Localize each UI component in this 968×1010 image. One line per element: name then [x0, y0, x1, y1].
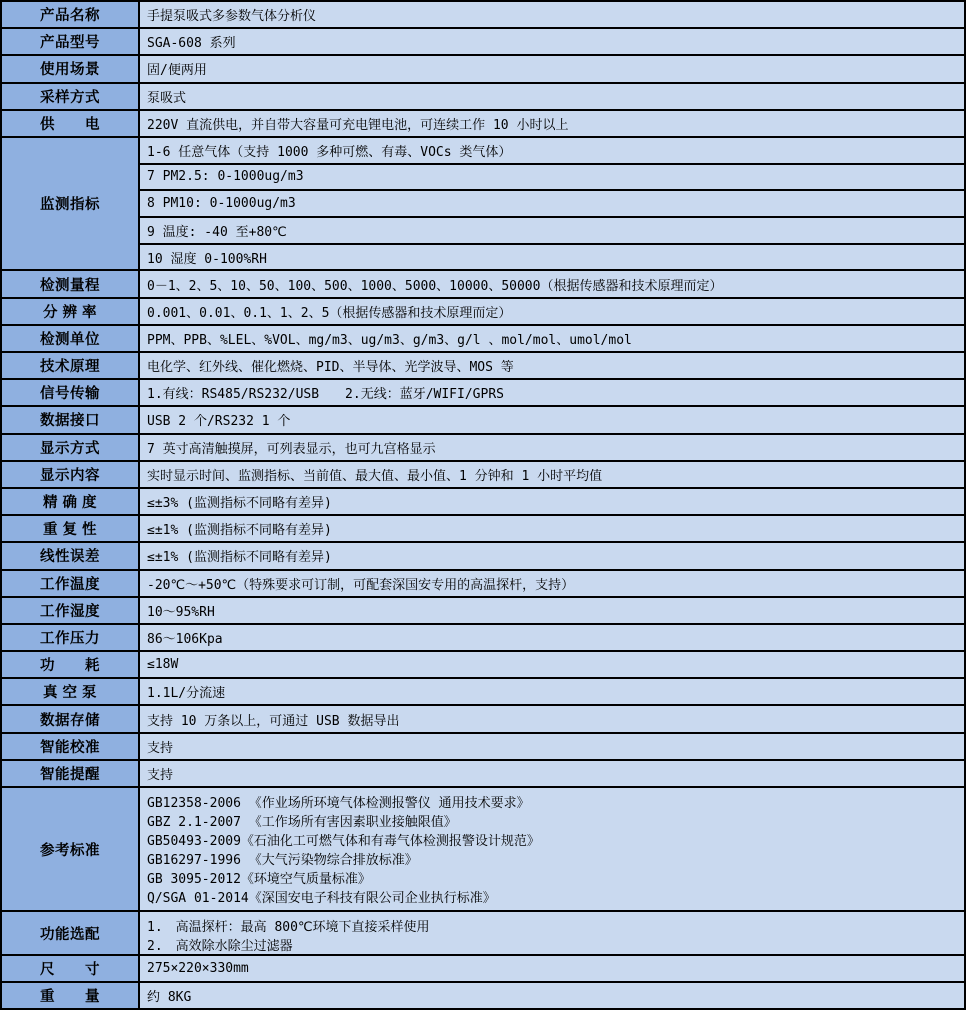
- spec-value-repeatability: ≤±1% (监测指标不同略有差异): [140, 516, 964, 541]
- spec-value-smart-reminder: 支持: [140, 761, 964, 786]
- spec-label-signal-transmission: 信号传输: [2, 380, 140, 405]
- reference-standard-item: GB12358-2006 《作业场所环境气体检测报警仪 通用技术要求》: [147, 796, 530, 811]
- spec-row-reference-standards: [2, 788, 964, 912]
- spec-value-data-storage: 支持 10 万条以上，可通过 USB 数据导出: [140, 706, 964, 731]
- spec-row-data-interface: [2, 407, 964, 434]
- spec-row-monitoring-indicators: [2, 138, 964, 272]
- spec-row-display-content: [2, 462, 964, 489]
- spec-label-smart-reminder: 智能提醒: [2, 761, 140, 786]
- spec-label-smart-calibration: 智能校准: [2, 734, 140, 759]
- spec-label-detection-range: 检测量程: [2, 271, 140, 296]
- spec-label-data-storage: 数据存储: [2, 706, 140, 731]
- spec-label-reference-standards: 参考标准: [2, 788, 140, 910]
- spec-value-signal-transmission: 1.有线：RS485/RS232/USB 2.无线：蓝牙/WIFI/GPRS: [140, 380, 964, 405]
- spec-row-technical-principle: [2, 353, 964, 380]
- reference-standard-item: GB50493-2009《石油化工可燃气体和有毒气体检测报警设计规范》: [147, 834, 540, 849]
- spec-row-smart-calibration: [2, 734, 964, 761]
- spec-value-dimensions: 275×220×330mm: [140, 956, 964, 981]
- spec-row-power-consumption: [2, 652, 964, 679]
- monitoring-indicators-list: [140, 138, 964, 270]
- spec-label-product-model: 产品型号: [2, 29, 140, 54]
- spec-value-power-supply: 220V 直流供电，并自带大容量可充电锂电池，可连续工作 10 小时以上: [140, 111, 964, 136]
- spec-value-vacuum-pump: 1.1L/分流速: [140, 679, 964, 704]
- spec-row-usage-scenario: [2, 56, 964, 83]
- spec-value-accuracy: ≤±3% (监测指标不同略有差异): [140, 489, 964, 514]
- optional-feature-item: 2. 高效除水除尘过滤器: [147, 939, 293, 954]
- spec-label-dimensions: 尺 寸: [2, 956, 140, 981]
- reference-standards-list: [140, 788, 964, 910]
- spec-label-working-humidity: 工作湿度: [2, 598, 140, 623]
- spec-label-linearity-error: 线性误差: [2, 543, 140, 568]
- spec-label-monitoring-indicators: 监测指标: [2, 138, 140, 270]
- spec-row-accuracy: [2, 489, 964, 516]
- spec-value-smart-calibration: 支持: [140, 734, 964, 759]
- spec-label-power-supply: 供 电: [2, 111, 140, 136]
- spec-row-resolution: [2, 299, 964, 326]
- spec-row-detection-range: [2, 271, 964, 298]
- reference-standard-item: GBZ 2.1-2007 《工作场所有害因素职业接触限值》: [147, 815, 457, 830]
- spec-value-weight: 约 8KG: [140, 983, 964, 1008]
- monitoring-indicator-item: 8 PM10: 0-1000ug/m3: [140, 191, 964, 218]
- spec-label-resolution: 分 辨 率: [2, 299, 140, 324]
- spec-value-linearity-error: ≤±1% (监测指标不同略有差异): [140, 543, 964, 568]
- spec-row-repeatability: [2, 516, 964, 543]
- optional-features-list: [140, 912, 964, 954]
- spec-label-accuracy: 精 确 度: [2, 489, 140, 514]
- spec-row-working-temperature: [2, 571, 964, 598]
- spec-row-weight: [2, 983, 964, 1008]
- spec-label-display-mode: 显示方式: [2, 435, 140, 460]
- spec-row-sampling-method: [2, 84, 964, 111]
- spec-value-product-name: 手提泵吸式多参数气体分析仪: [140, 2, 964, 27]
- spec-value-resolution: 0.001、0.01、0.1、1、2、5（根据传感器和技术原理而定）: [140, 299, 964, 324]
- monitoring-indicator-item: 9 温度: -40 至+80℃: [140, 218, 964, 245]
- reference-standard-item: GB 3095-2012《环境空气质量标准》: [147, 872, 371, 887]
- spec-label-weight: 重 量: [2, 983, 140, 1008]
- spec-row-display-mode: [2, 435, 964, 462]
- spec-label-usage-scenario: 使用场景: [2, 56, 140, 81]
- spec-row-signal-transmission: [2, 380, 964, 407]
- spec-row-working-pressure: [2, 625, 964, 652]
- spec-label-product-name: 产品名称: [2, 2, 140, 27]
- spec-value-working-pressure: 86～106Kpa: [140, 625, 964, 650]
- monitoring-indicator-item: 1-6 任意气体（支持 1000 多种可燃、有毒、VOCs 类气体）: [140, 138, 964, 165]
- spec-value-detection-range: 0－1、2、5、10、50、100、500、1000、5000、10000、50000（根据传感器和技术原理而定）: [140, 271, 964, 296]
- spec-row-dimensions: [2, 956, 964, 983]
- spec-value-technical-principle: 电化学、红外线、催化燃烧、PID、半导体、光学波导、MOS 等: [140, 353, 964, 378]
- spec-value-sampling-method: 泵吸式: [140, 84, 964, 109]
- spec-label-display-content: 显示内容: [2, 462, 140, 487]
- monitoring-indicator-item: 7 PM2.5: 0-1000ug/m3: [140, 165, 964, 192]
- spec-row-data-storage: [2, 706, 964, 733]
- spec-label-working-temperature: 工作温度: [2, 571, 140, 596]
- spec-label-vacuum-pump: 真 空 泵: [2, 679, 140, 704]
- spec-row-optional-features: [2, 912, 964, 956]
- spec-value-power-consumption: ≤18W: [140, 652, 964, 677]
- spec-value-display-mode: 7 英寸高清触摸屏，可列表显示，也可九宫格显示: [140, 435, 964, 460]
- spec-label-technical-principle: 技术原理: [2, 353, 140, 378]
- spec-row-vacuum-pump: [2, 679, 964, 706]
- reference-standard-item: Q/SGA 01-2014《深国安电子科技有限公司企业执行标准》: [147, 891, 496, 906]
- spec-row-working-humidity: [2, 598, 964, 625]
- spec-value-product-model: SGA-608 系列: [140, 29, 964, 54]
- spec-row-linearity-error: [2, 543, 964, 570]
- spec-label-power-consumption: 功 耗: [2, 652, 140, 677]
- optional-feature-item: 1. 高温探杆：最高 800℃环境下直接采样使用: [147, 920, 430, 935]
- spec-value-data-interface: USB 2 个/RS232 1 个: [140, 407, 964, 432]
- spec-value-working-humidity: 10～95%RH: [140, 598, 964, 623]
- spec-label-detection-unit: 检测单位: [2, 326, 140, 351]
- spec-label-optional-features: 功能选配: [2, 912, 140, 954]
- spec-row-smart-reminder: [2, 761, 964, 788]
- spec-value-detection-unit: PPM、PPB、%LEL、%VOL、mg/m3、ug/m3、g/m3、g/l 、mol/mol、umol/mol: [140, 326, 964, 351]
- spec-row-detection-unit: [2, 326, 964, 353]
- monitoring-indicator-item: 10 湿度 0-100%RH: [147, 251, 267, 267]
- spec-label-working-pressure: 工作压力: [2, 625, 140, 650]
- reference-standard-item: GB16297-1996 《大气污染物综合排放标准》: [147, 853, 418, 868]
- spec-row-product-name: [2, 2, 964, 29]
- spec-value-usage-scenario: 固/便两用: [140, 56, 964, 81]
- spec-label-repeatability: 重 复 性: [2, 516, 140, 541]
- spec-value-display-content: 实时显示时间、监测指标、当前值、最大值、最小值、1 分钟和 1 小时平均值: [140, 462, 964, 487]
- spec-label-sampling-method: 采样方式: [2, 84, 140, 109]
- spec-label-data-interface: 数据接口: [2, 407, 140, 432]
- spec-row-product-model: [2, 29, 964, 56]
- spec-value-working-temperature: -20℃～+50℃（特殊要求可订制，可配套深国安专用的高温探杆，支持）: [140, 571, 964, 596]
- spec-row-power-supply: [2, 111, 964, 138]
